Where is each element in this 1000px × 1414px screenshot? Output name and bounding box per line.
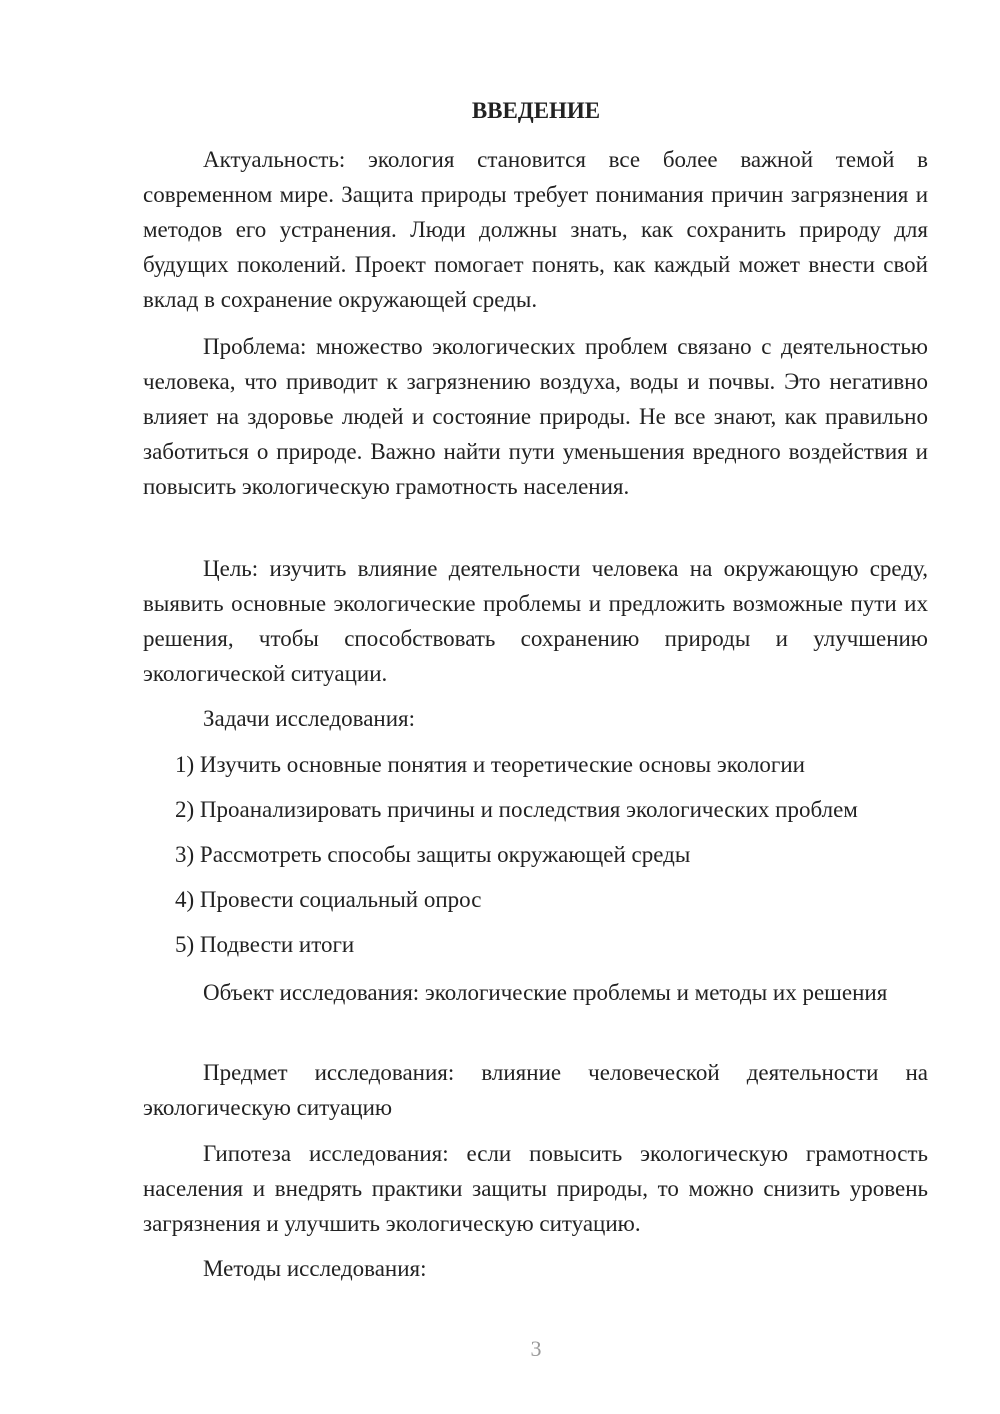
task-item-3: 3) Рассмотреть способы защиты окружающей среды: [175, 842, 691, 867]
paragraph-goal: Цель: изучить влияние деятельности человека на окружающую среду, выявить основные экологические проблемы и предложить возможные пути их решения, чтобы способствовать сохранению природы и улучшению экологической ситуации.: [143, 556, 928, 686]
paragraph-subject: Предмет исследования: влияние человеческой деятельности на экологическую ситуацию: [143, 1060, 928, 1120]
tasks-heading: Задачи исследования:: [203, 706, 416, 731]
paragraph-problem: Проблема: множество экологических проблем связано с деятельностью человека, что приводит к загрязнению воздуха, воды и почвы. Это негативно влияет на здоровье людей и состояние природы. Не все знают, как правильно заботиться о природе. Важно найти пути уменьшения вредного воздействия и повысить экологическую грамотность населения.: [143, 334, 928, 499]
methods-heading: Методы исследования:: [203, 1256, 427, 1281]
task-item-4: 4) Провести социальный опрос: [175, 887, 482, 912]
task-item-2: 2) Проанализировать причины и последствия экологических проблем: [175, 797, 858, 822]
paragraph-relevance: Актуальность: экология становится все более важной темой в современном мире. Защита природы требует понимания причин загрязнения и методов его устранения. Люди должны знать, как сохранить природу для будущих поколений. Проект помогает понять, как каждый может внести свой вклад в сохранение окружающей среды.: [143, 147, 928, 312]
paragraph-object: Объект исследования: экологические проблемы и методы их решения: [203, 980, 888, 1005]
paragraph-hypothesis: Гипотеза исследования: если повысить экологическую грамотность населения и внедрять практики защиты природы, то можно снизить уровень загрязнения и улучшить экологическую ситуацию.: [143, 1141, 928, 1236]
page-number: 3: [530, 1336, 542, 1361]
page-title: ВВЕДЕНИЕ: [471, 98, 601, 123]
task-item-1: 1) Изучить основные понятия и теоретические основы экологии: [175, 752, 805, 777]
task-item-5: 5) Подвести итоги: [175, 932, 355, 957]
